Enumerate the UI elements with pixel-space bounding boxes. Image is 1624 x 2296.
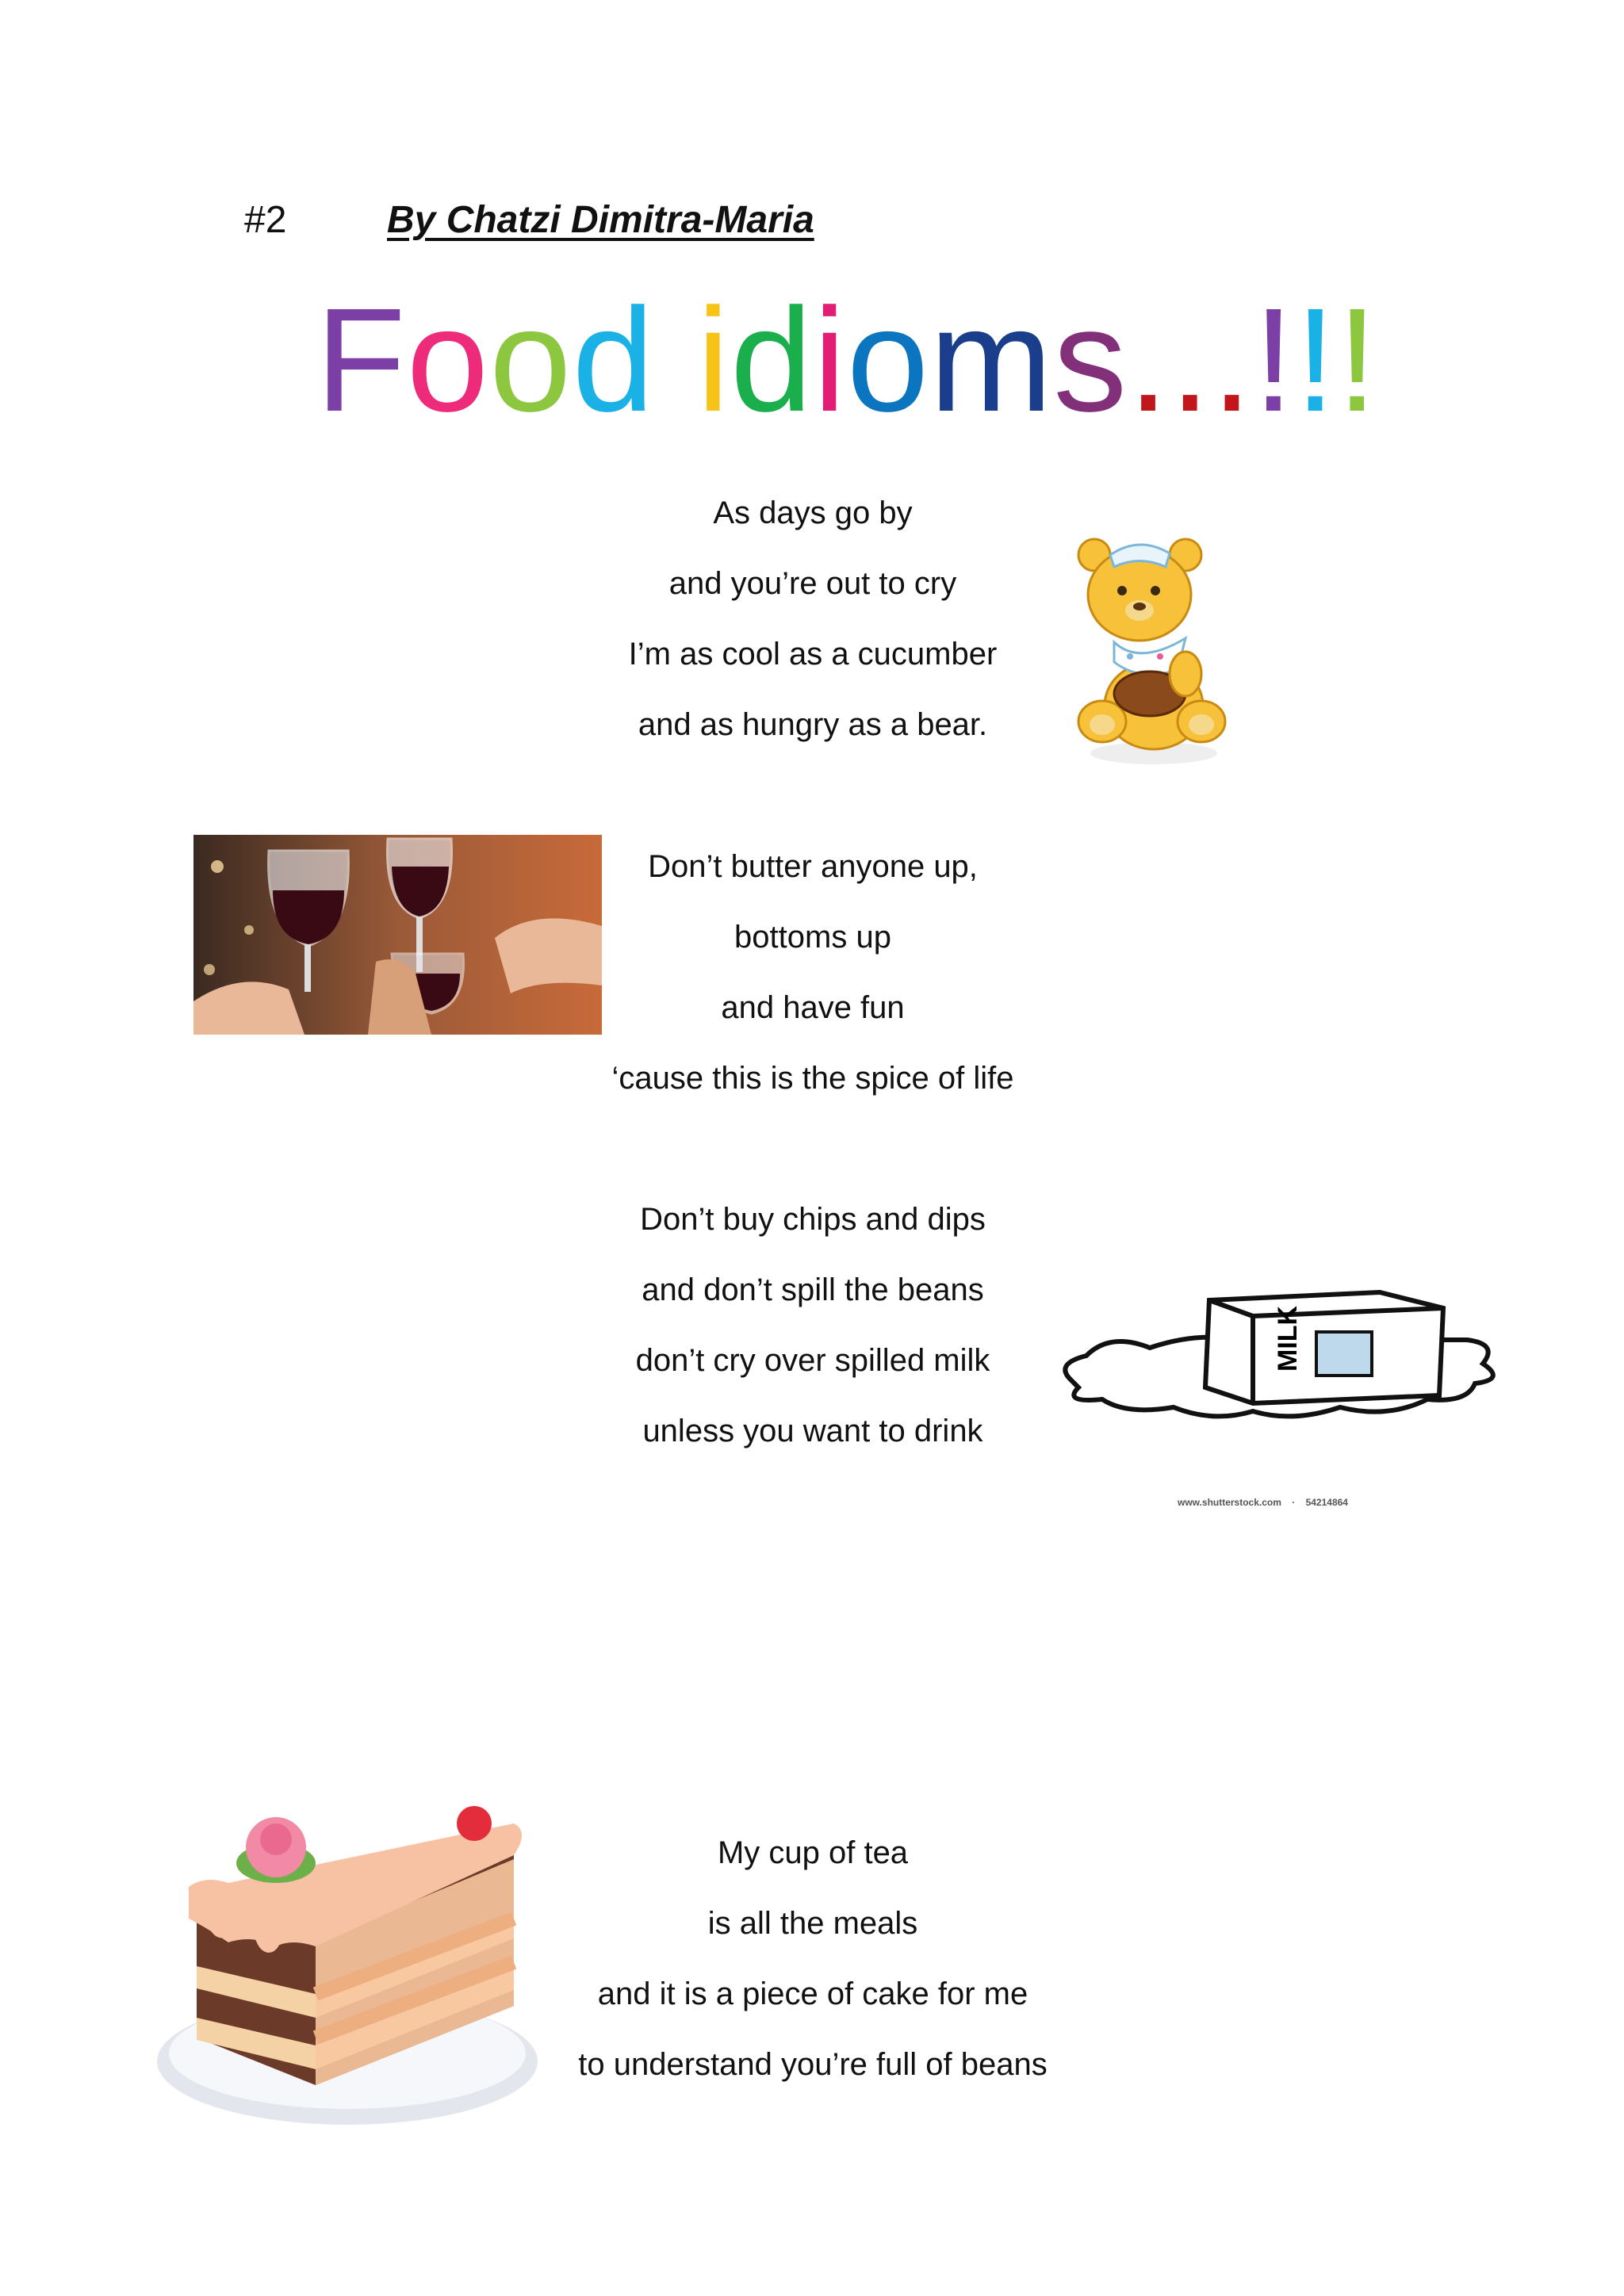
- title-letter: !: [1294, 278, 1337, 442]
- title-letter: .: [1128, 278, 1170, 442]
- wine-toast-photo: [193, 835, 602, 1035]
- title-letter: d: [572, 278, 655, 442]
- title-letter: .: [1169, 278, 1212, 442]
- stanza-line: and you’re out to cry: [668, 566, 957, 601]
- stanza-line: and it is a piece of cake for me: [597, 1976, 1028, 2011]
- stanza-line: don’t cry over spilled milk: [635, 1343, 990, 1378]
- page-title: [316, 278, 1379, 442]
- spilled-milk-illustration: [1055, 1245, 1507, 1514]
- title-letter: i: [696, 278, 730, 442]
- bear-illustration: [1067, 531, 1245, 769]
- stanza-3: [508, 1184, 1118, 1467]
- title-letter: [655, 287, 697, 434]
- stanza-line: and have fun: [721, 990, 905, 1025]
- stanza-line: unless you want to drink: [642, 1414, 983, 1448]
- page-number: #2: [244, 199, 287, 241]
- title-letter: s: [1053, 278, 1128, 442]
- stanza-line: I’m as cool as a cucumber: [628, 637, 998, 672]
- stanza-line: As days go by: [713, 496, 913, 530]
- stanza-line: Don’t butter anyone up,: [648, 849, 978, 884]
- stanza-4: [508, 1818, 1118, 2100]
- stanza-line: to understand you’re full of beans: [578, 2047, 1048, 2082]
- title-letter: o: [489, 278, 573, 442]
- author-byline: By Chatzi Dimitra-Maria: [387, 199, 814, 241]
- milk-label: MILK: [1273, 1305, 1303, 1372]
- watermark-text: www.shutterstock.com · 54214864: [1178, 1497, 1348, 1508]
- stanza-line: and don’t spill the beans: [642, 1272, 984, 1307]
- title-letter: !: [1253, 278, 1295, 442]
- title-letter: d: [730, 278, 814, 442]
- title-letter: !: [1336, 278, 1379, 442]
- stanza-line: bottoms up: [734, 920, 891, 955]
- stanza-line: Don’t buy chips and dips: [640, 1202, 986, 1237]
- title-letter: o: [406, 278, 490, 442]
- cake-slice-illustration: [157, 1800, 561, 2133]
- title-letter: o: [846, 278, 930, 442]
- title-letter: F: [316, 278, 407, 442]
- stanza-line: and as hungry as a bear.: [638, 707, 988, 742]
- title-letter: i: [813, 278, 847, 442]
- stanza-line: My cup of tea: [717, 1835, 909, 1870]
- title-letter: m: [929, 278, 1054, 442]
- stanza-line: ‘cause this is the spice of life: [611, 1061, 1014, 1096]
- stanza-1: [508, 478, 1118, 760]
- title-letter: .: [1211, 278, 1254, 442]
- stanza-line: is all the meals: [707, 1906, 918, 1941]
